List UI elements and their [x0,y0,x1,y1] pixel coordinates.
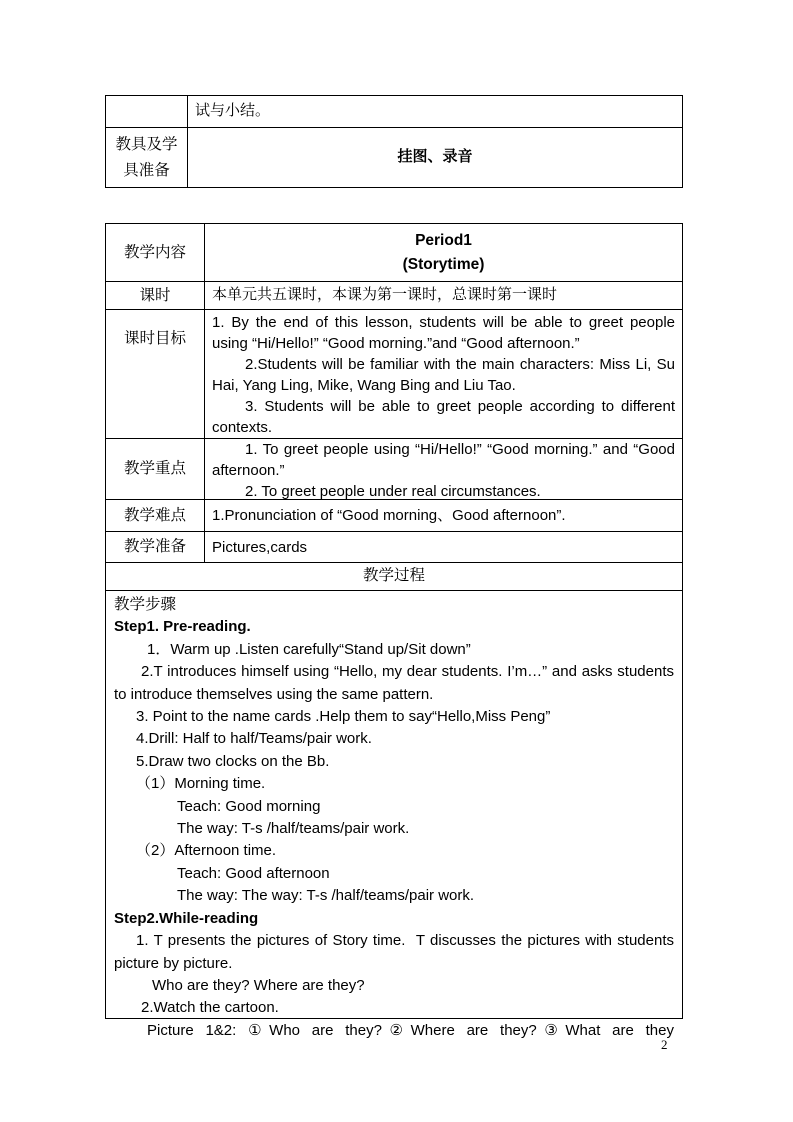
table-row [106,531,682,562]
aids-label-cell [106,128,188,187]
key-points-cell [205,439,682,499]
procedure-step-line: Teach: Good morning [177,797,321,815]
period-title: Period1 [415,231,472,249]
objective-item: 2.Students will be familiar with the main characters: Miss Li, Su Hai, Yang Ling, Mike, Wang Bing and Liu Tao. [212,356,675,394]
procedure-step-line: 4.Drill: Half to half/Teams/pair work. [136,730,372,748]
content-label-cell: 教学内容 [106,224,205,281]
period-subtitle: (Storytime) [402,255,485,273]
objectives-label-cell: 课时目标 [106,310,205,438]
process-header-row: 教学过程 [106,562,682,590]
teaching-aids-table [105,95,683,188]
aids-content: 挂图、录音 [397,149,473,165]
empty-label-cell [106,96,188,127]
aids-label: 教具及学具准备 [115,135,178,179]
procedure-step-line: The way: T-s /half/teams/pair work. [177,820,410,838]
procedure-step-line: Picture 1&2: ①Who are they?②Where are they?③What are they [147,1021,674,1039]
procedure-step-line: （1）Morning time. [136,775,266,793]
table-row [106,96,682,127]
key-points-label-cell: 教学重点 [106,439,205,499]
difficulties-cell [205,500,682,531]
difficulties-text: 1.Pronunciation of “Good morning、Good afternoon”. [212,507,566,524]
period-label-cell: 课时 [106,282,205,309]
table-row [106,499,682,531]
table-row [106,438,682,499]
procedure-step-line: Step1. Pre-reading. [114,618,251,636]
objective-item: 3. Students will be able to greet people according to different contexts. [212,398,675,436]
objective-item: 1. By the end of this lesson, students will be able to greet people using “Hi/Hello!” “Good morning.”and “Good afternoon.” [212,314,675,352]
lesson-plan-table [105,223,683,1039]
procedure-step-line: The way: The way: T-s /half/teams/pair work. [177,887,475,905]
key-point-item: 2. To greet people under real circumstances. [245,483,541,500]
procedure-heading: 教学步骤 [114,596,177,613]
procedure-step-line: 2.T introduces himself using “Hello, my dear students. I’m…” and asks students to introduce themselves using the same pattern. [114,663,674,703]
procedure-step-line: 2.Watch the cartoon. [141,999,279,1017]
difficulties-label-cell: 教学难点 [106,500,205,531]
table-row [106,281,682,309]
preparation-label-cell: 教学准备 [106,532,205,562]
table-row [106,309,682,438]
procedure-step-line: （2）Afternoon time. [136,842,277,860]
procedure-step-line: 3. Point to the name cards .Help them to say“Hello,Miss Peng” [136,708,551,726]
objectives-cell [205,310,682,438]
key-point-item: 1. To greet people using “Hi/Hello!” “Good morning.” and “Good afternoon.” [212,441,675,479]
preparation-text: Pictures,cards [212,538,308,556]
page-number: 2 [661,1037,668,1052]
table-row [106,224,682,281]
period-text: 本单元共五课时，本课为第一课时，总课时第一课时 [212,287,558,303]
procedure-step-line: 1. T presents the pictures of Story time. T discusses the pictures with students picture by picture. [114,932,674,972]
procedure-step-line: Who are they? Where are they? [152,976,365,994]
procedure-step-line: Step2.While-reading [114,909,259,927]
procedure-step-line: 5.Draw two clocks on the Bb. [136,752,330,770]
content-title-cell [205,224,682,281]
period-text-cell [205,282,682,309]
preparation-cell [205,532,682,562]
continuation-cell [188,96,682,127]
table-row [106,127,682,187]
procedure-cell [106,590,682,1039]
procedure-step-line: Teach: Good afternoon [177,864,330,882]
aids-content-cell [188,128,682,187]
continuation-text: 试与小结。 [195,103,271,119]
procedure-step-line: 1．Warm up .Listen carefully“Stand up/Sit down” [147,640,471,658]
